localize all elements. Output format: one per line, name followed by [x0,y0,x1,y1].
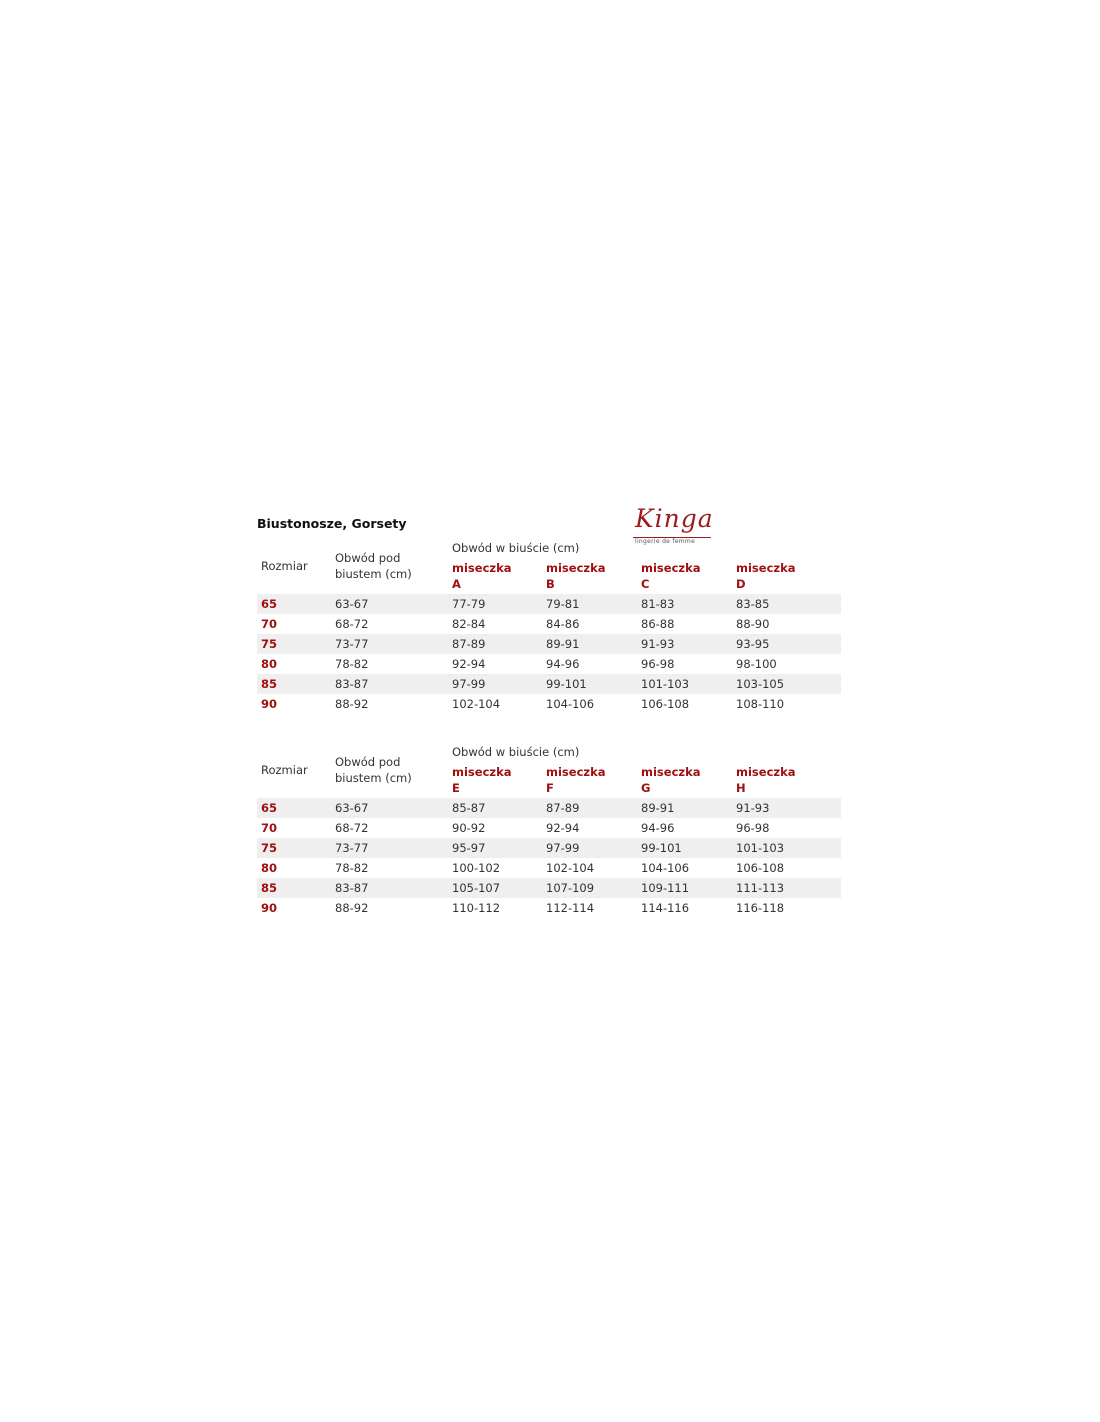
cup-value: 82-84 [452,617,486,631]
cup-value: 97-99 [546,841,580,855]
size-value: 90 [261,697,278,711]
table-row [257,858,841,878]
header-under-bust: Obwód pod biustem (cm) [335,551,412,581]
cup-value: 103-105 [736,677,785,691]
size-value: 85 [261,677,278,691]
cup-value: 90-92 [452,821,486,835]
table-row [257,634,841,654]
table-row [257,878,841,898]
cup-value: 93-95 [736,637,770,651]
under-bust-value: 73-77 [335,637,369,651]
cup-value: 109-111 [641,881,690,895]
cup-value: 99-101 [546,677,587,691]
header-size: Rozmiar [261,763,308,777]
cup-value: 106-108 [736,861,785,875]
header-cup-b: miseczka B [546,561,606,591]
table-header [257,742,841,796]
cup-value: 92-94 [546,821,580,835]
size-value: 80 [261,861,278,875]
cup-value: 100-102 [452,861,501,875]
cup-value: 107-109 [546,881,595,895]
cup-value: 88-90 [736,617,770,631]
cup-value: 108-110 [736,697,785,711]
cup-value: 101-103 [736,841,785,855]
cup-value: 111-113 [736,881,785,895]
under-bust-value: 68-72 [335,617,369,631]
header-bust: Obwód w biuście (cm) [452,745,580,759]
header-size: Rozmiar [261,559,308,573]
cup-value: 104-106 [641,861,690,875]
logo-wordmark: Kinga [635,504,714,533]
cup-value: 110-112 [452,901,501,915]
header-cup-c: miseczka C [641,561,701,591]
cup-value: 81-83 [641,597,675,611]
table-header [257,538,841,592]
under-bust-value: 83-87 [335,677,369,691]
cup-value: 91-93 [641,637,675,651]
header-bust: Obwód w biuście (cm) [452,541,580,555]
under-bust-value: 73-77 [335,841,369,855]
cup-value: 77-79 [452,597,486,611]
cup-value: 79-81 [546,597,580,611]
size-value: 85 [261,881,278,895]
cup-value: 94-96 [546,657,580,671]
cup-value: 98-100 [736,657,777,671]
cup-value: 95-97 [452,841,486,855]
header-cup-f: miseczka F [546,765,606,795]
cup-value: 85-87 [452,801,486,815]
under-bust-value: 68-72 [335,821,369,835]
size-table-cups-e-h [257,742,841,918]
cup-value: 99-101 [641,841,682,855]
cup-value: 106-108 [641,697,690,711]
cup-value: 97-99 [452,677,486,691]
table-row [257,614,841,634]
table-row [257,674,841,694]
size-value: 80 [261,657,278,671]
under-bust-value: 83-87 [335,881,369,895]
table-row [257,838,841,858]
cup-value: 105-107 [452,881,501,895]
cup-value: 87-89 [546,801,580,815]
under-bust-value: 78-82 [335,861,369,875]
cup-value: 116-118 [736,901,785,915]
cup-value: 101-103 [641,677,690,691]
cup-value: 94-96 [641,821,675,835]
table-row [257,594,841,614]
cup-value: 112-114 [546,901,595,915]
cup-value: 89-91 [641,801,675,815]
cup-value: 84-86 [546,617,580,631]
table-row [257,818,841,838]
size-value: 75 [261,841,278,855]
under-bust-value: 88-92 [335,901,369,915]
cup-value: 102-104 [546,861,595,875]
size-value: 90 [261,901,278,915]
size-value: 70 [261,821,278,835]
header-cup-g: miseczka G [641,765,701,795]
table-row [257,694,841,714]
table-row [257,898,841,918]
table-row [257,798,841,818]
cup-value: 104-106 [546,697,595,711]
header-cup-e: miseczka E [452,765,512,795]
header-under-bust: Obwód pod biustem (cm) [335,755,412,785]
under-bust-value: 63-67 [335,801,369,815]
header-cup-h: miseczka H [736,765,796,795]
cup-value: 114-116 [641,901,690,915]
cup-value: 86-88 [641,617,675,631]
size-value: 75 [261,637,278,651]
under-bust-value: 88-92 [335,697,369,711]
cup-value: 87-89 [452,637,486,651]
cup-value: 102-104 [452,697,501,711]
logo-tagline: lingerie de femme [635,538,696,545]
size-value: 70 [261,617,278,631]
under-bust-value: 78-82 [335,657,369,671]
table-row [257,654,841,674]
cup-value: 96-98 [641,657,675,671]
under-bust-value: 63-67 [335,597,369,611]
cup-value: 83-85 [736,597,770,611]
size-value: 65 [261,597,278,611]
cup-value: 96-98 [736,821,770,835]
size-table-cups-a-d [257,538,841,714]
header-cup-d: miseczka D [736,561,796,591]
size-value: 65 [261,801,278,815]
cup-value: 89-91 [546,637,580,651]
cup-value: 92-94 [452,657,486,671]
page-title: Biustonosze, Gorsety [257,516,407,531]
cup-value: 91-93 [736,801,770,815]
header-cup-a: miseczka A [452,561,512,591]
